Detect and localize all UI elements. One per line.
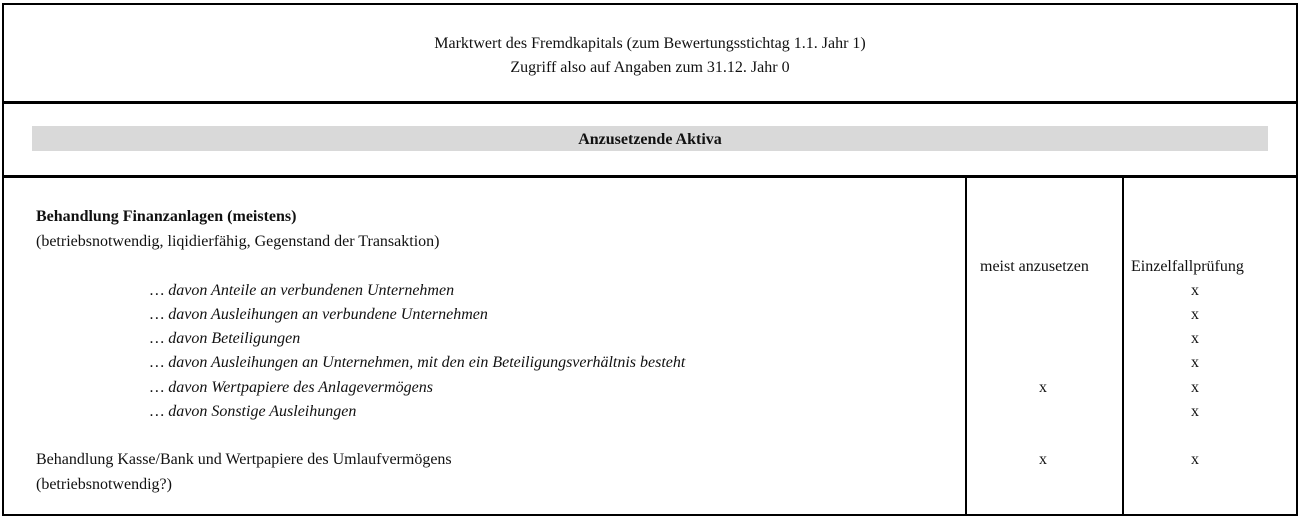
table-header xyxy=(4,5,1296,104)
list-item: … davon Wertpapiere des Anlagevermögens xyxy=(150,379,433,396)
einzel-mark: x xyxy=(1191,306,1199,323)
einzel-mark: x xyxy=(1191,354,1199,371)
column-header-meist: meist anzusetzen xyxy=(980,258,1089,275)
einzel-mark: x xyxy=(1191,330,1199,347)
list-item: … davon Beteiligungen xyxy=(150,330,301,347)
column-divider xyxy=(965,178,967,514)
finanzanlagen-subtitle: (betriebsnotwendig, liqidierfähig, Gegenstand der Transaktion) xyxy=(36,233,440,250)
list-item: … davon Sonstige Ausleihungen xyxy=(150,403,357,420)
column-header-einzel: Einzelfallprüfung xyxy=(1131,258,1244,275)
list-item: … davon Anteile an verbundenen Unternehmen xyxy=(150,282,455,299)
kasse-title: Behandlung Kasse/Bank und Wertpapiere des Umlaufvermögens xyxy=(36,451,452,468)
einzel-mark: x xyxy=(1191,282,1199,299)
column-divider xyxy=(1122,178,1124,514)
header-line-2: Zugriff also auf Angaben zum 31.12. Jahr 0 xyxy=(510,59,790,76)
finanzanlagen-title: Behandlung Finanzanlagen (meistens) xyxy=(36,208,297,225)
table-frame xyxy=(2,3,1298,516)
meist-mark: x xyxy=(1039,451,1047,468)
kasse-subtitle: (betriebsnotwendig?) xyxy=(36,476,172,493)
section-row xyxy=(4,104,1296,178)
meist-mark: x xyxy=(1039,379,1047,396)
einzel-mark: x xyxy=(1191,379,1199,396)
section-title: Anzusetzende Aktiva xyxy=(32,126,1268,151)
einzel-mark: x xyxy=(1191,451,1199,468)
header-line-1: Marktwert des Fremdkapitals (zum Bewertungsstichtag 1.1. Jahr 1) xyxy=(434,35,866,52)
table-body xyxy=(4,178,1296,514)
einzel-mark: x xyxy=(1191,403,1199,420)
list-item: … davon Ausleihungen an Unternehmen, mit den ein Beteiligungsverhältnis besteht xyxy=(150,354,686,371)
list-item: … davon Ausleihungen an verbundene Unternehmen xyxy=(150,306,488,323)
